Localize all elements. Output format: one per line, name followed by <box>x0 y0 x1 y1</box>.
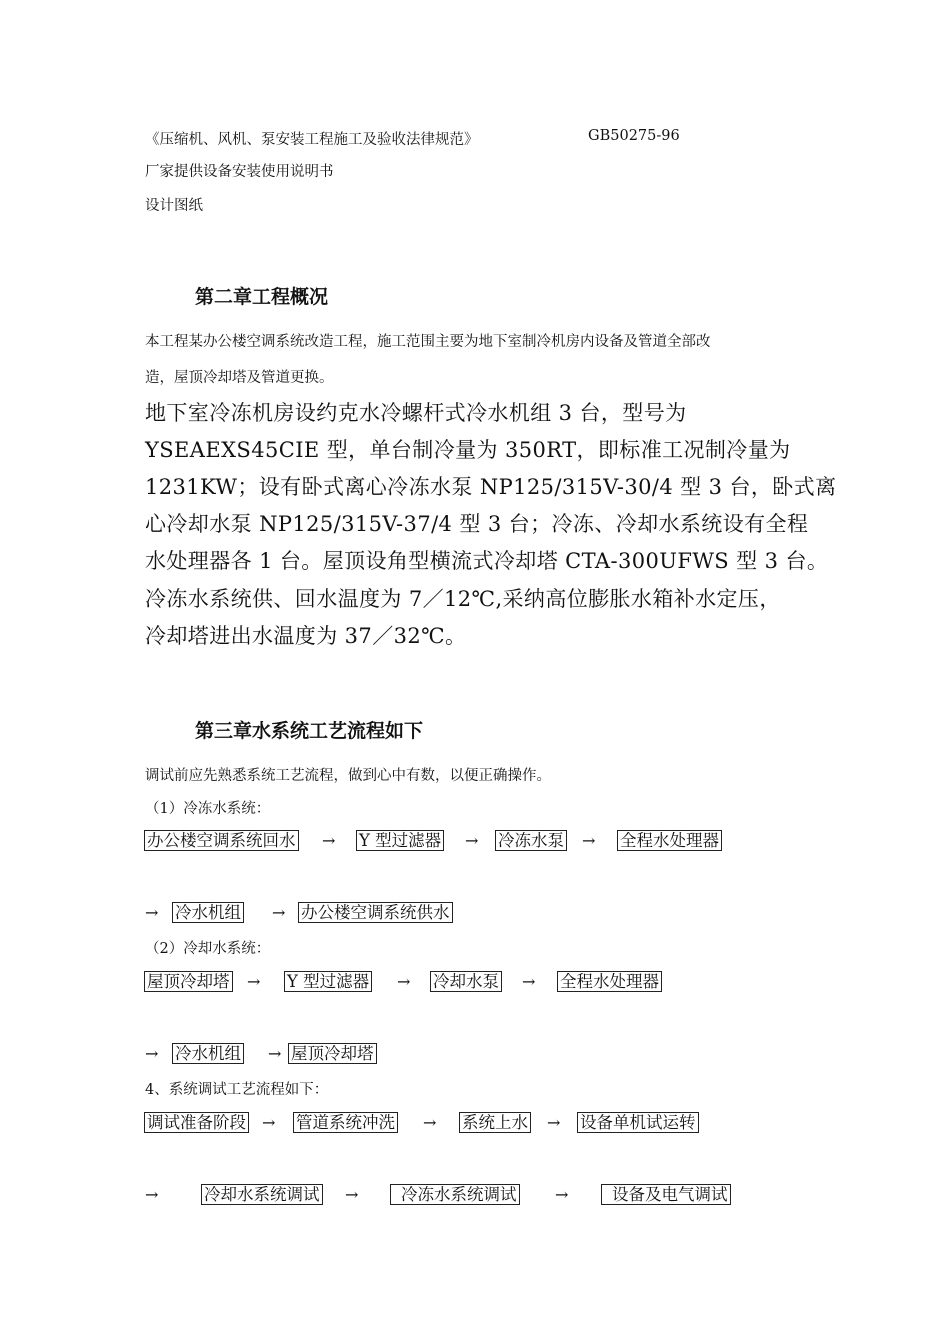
flow-arrow: → <box>145 1044 159 1063</box>
flow-step: 管道系统冲洗 <box>293 1112 398 1133</box>
flow-arrow: → <box>322 831 336 850</box>
flow-step: 调试准备阶段 <box>144 1112 249 1133</box>
flow-arrow: → <box>547 1113 561 1132</box>
flow-step: 屋顶冷却塔 <box>144 971 233 992</box>
flow-arrow: → <box>465 831 479 850</box>
flow-step: 办公楼空调系统供水 <box>298 902 453 923</box>
flow-arrow: → <box>522 972 536 991</box>
flow-arrow: → <box>345 1185 359 1204</box>
cooling-water-flow-row1 <box>0 971 950 995</box>
flow-arrow: → <box>145 1185 159 1204</box>
cooling-water-flow-row2 <box>0 1043 950 1067</box>
chapter2-body-line6: 冷冻水系统供、回水温度为 7／12℃,采纳高位膨胀水箱补水定压， <box>145 587 781 611</box>
flow-step: 冷却水系统调试 <box>201 1184 323 1205</box>
flow-step: Y 型过滤器 <box>356 830 444 851</box>
reference-drawings: 设计图纸 <box>145 198 203 214</box>
flow-step: 屋顶冷却塔 <box>288 1043 377 1064</box>
chilled-water-label: （1）冷冻水系统： <box>145 801 271 817</box>
flow-step: 办公楼空调系统回水 <box>144 830 299 851</box>
flow-step: 全程水处理器 <box>617 830 722 851</box>
reference-manual: 厂家提供设备安装使用说明书 <box>145 164 334 180</box>
flow-step: 设备单机试运转 <box>577 1112 699 1133</box>
flow-step: 系统上水 <box>459 1112 531 1133</box>
flow-arrow: → <box>272 903 286 922</box>
chapter2-body-line5: 水处理器各 1 台。屋顶设角型横流式冷却塔 CTA-300UFWS 型 3 台。 <box>145 549 829 573</box>
flow-arrow: → <box>555 1185 569 1204</box>
flow-step: 全程水处理器 <box>557 971 662 992</box>
flow-arrow: → <box>268 1044 282 1063</box>
cooling-water-label: （2）冷却水系统： <box>145 941 271 957</box>
chapter3-title: 第三章水系统工艺流程如下 <box>195 720 424 742</box>
flow-step: 冷冻水泵 <box>495 830 567 851</box>
flow-step: Y 型过滤器 <box>284 971 372 992</box>
flow-arrow: → <box>247 972 261 991</box>
debug-flow-row1 <box>0 1112 950 1136</box>
flow-step: 设备及电气调试 <box>601 1184 731 1205</box>
chapter2-body-line3: 1231KW；设有卧式离心冷冻水泵 NP125/315V-30/4 型 3 台，卧式离 <box>145 475 837 499</box>
chilled-water-flow-row2 <box>0 902 950 926</box>
chapter3-intro: 调试前应先熟悉系统工艺流程，做到心中有数，以便正确操作。 <box>145 768 551 784</box>
flow-arrow: → <box>582 831 596 850</box>
flow-step: 冷水机组 <box>172 902 244 923</box>
chapter2-intro-line1: 本工程某办公楼空调系统改造工程，施工范围主要为地下室制冷机房内设备及管道全部改 <box>145 334 711 350</box>
chilled-water-flow-row1 <box>0 830 950 854</box>
flow-arrow: → <box>145 903 159 922</box>
flow-arrow: → <box>423 1113 437 1132</box>
chapter2-body-line1: 地下室冷冻机房设约克水冷螺杆式冷水机组 3 台，型号为 <box>145 401 687 425</box>
flow-step: 冷水机组 <box>172 1043 244 1064</box>
flow-arrow: → <box>262 1113 276 1132</box>
reference-code-title: 《压缩机、风机、泵安装工程施工及验收法律规范》 <box>145 132 479 148</box>
flow-step: 冷冻水系统调试 <box>390 1184 520 1205</box>
chapter2-body-line7: 冷却塔进出水温度为 37／32℃。 <box>145 624 467 648</box>
debug-flow-row2 <box>0 1184 950 1208</box>
chapter2-title: 第二章工程概况 <box>195 286 329 308</box>
chapter2-body-line4: 心冷却水泵 NP125/315V-37/4 型 3 台；冷冻、冷却水系统设有全程 <box>145 512 809 536</box>
chapter2-body-line2: YSEAEXS45CIE 型，单台制冷量为 350RT，即标准工况制冷量为 <box>145 438 791 462</box>
reference-code-number: GB50275-96 <box>588 128 680 144</box>
flow-step: 冷却水泵 <box>430 971 502 992</box>
debug-process-label: 4、系统调试工艺流程如下： <box>145 1082 329 1098</box>
flow-arrow: → <box>397 972 411 991</box>
chapter2-intro-line2: 造，屋顶冷却塔及管道更换。 <box>145 370 334 386</box>
